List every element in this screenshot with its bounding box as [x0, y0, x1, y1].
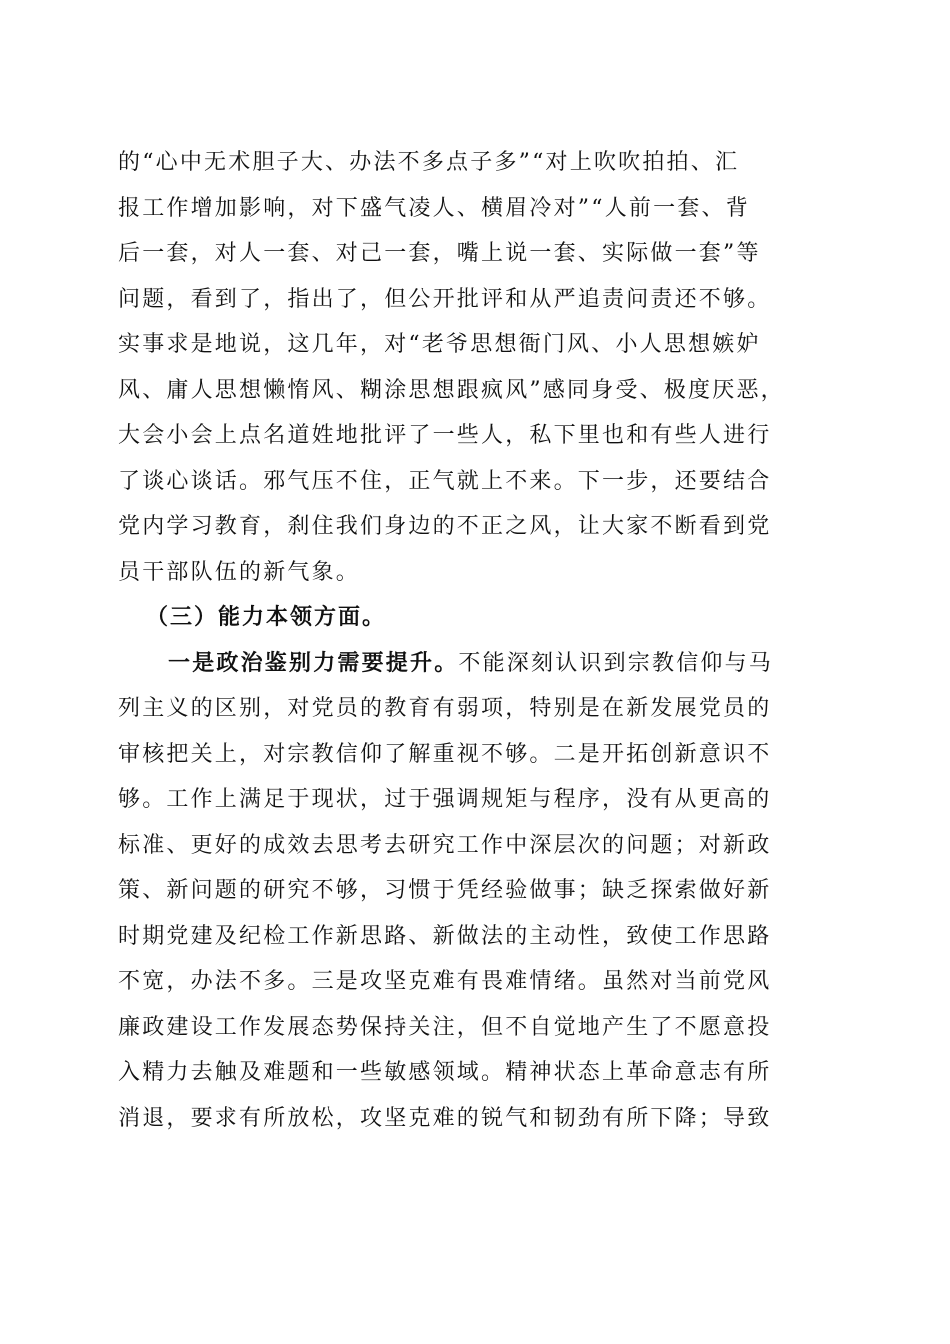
text-line: 问题，看到了，指出了，但公开批评和从严追责问责还不够。 [118, 286, 772, 312]
document-body [118, 140, 830, 1141]
text-line: 时期党建及纪检工作新思路、新做法的主动性，致使工作思路 [118, 923, 772, 949]
text-line: 不宽，办法不多。三是攻坚克难有畏难情绪。虽然对当前党风 [118, 969, 772, 994]
paragraph-first-rest: 不能深刻认识到宗教信仰与马 [458, 650, 774, 676]
paragraph-first-line [118, 641, 830, 687]
text-line: 入精力去触及难题和一些敏感领域。精神状态上革命意志有所 [118, 1060, 772, 1085]
text-line: 党内学习教育，刹住我们身边的不正之风，让大家不断看到党 [118, 514, 772, 539]
text-line: 报工作增加影响，对下盛气凌人、横眉冷对”“人前一套、背 [118, 195, 750, 221]
text-line: 员干部队伍的新气象。 [118, 559, 361, 585]
text-line: 了谈心谈话。邪气压不住，正气就上不来。下一步，还要结合 [118, 468, 772, 494]
text-line: 廉政建设工作发展态势保持关注，但不自觉地产生了不愿意投 [118, 1014, 772, 1040]
text-line: 够。工作上满足于现状，过于强调规矩与程序，没有从更高的 [118, 787, 772, 812]
text-line: 后一套，对人一套、对己一套，嘴上说一套、实际做一套”等 [118, 241, 761, 266]
text-line: 的“心中无术胆子大、办法不多点子多”“对上吹吹拍拍、汇 [118, 150, 740, 175]
text-line: 标准、更好的成效去思考去研究工作中深层次的问题；对新政 [118, 832, 772, 858]
text-line: 风、庸人思想懒惰风、糊涂思想跟疯风”感同身受、极度厌恶， [118, 377, 785, 403]
text-line: 大会小会上点名道姓地批评了一些人，私下里也和有些人进行 [118, 423, 772, 448]
text-line: 实事求是地说，这几年，对“老爷思想衙门风、小人思想嫉妒 [118, 332, 761, 357]
paragraph-lead-text: 一是政治鉴别力需要提升。 [168, 649, 459, 676]
text-line: 列主义的区别，对党员的教育有弱项，特别是在新发展党员的 [118, 696, 772, 721]
text-line: 策、新问题的研究不够，习惯于凭经验做事；缺乏探索做好新 [118, 878, 772, 903]
section-heading: （三）能力本领方面。 [146, 604, 387, 630]
text-line: 审核把关上，对宗教信仰了解重视不够。二是开拓创新意识不 [118, 741, 772, 767]
text-line: 消退，要求有所放松，攻坚克难的锐气和韧劲有所下降；导致 [118, 1105, 772, 1131]
